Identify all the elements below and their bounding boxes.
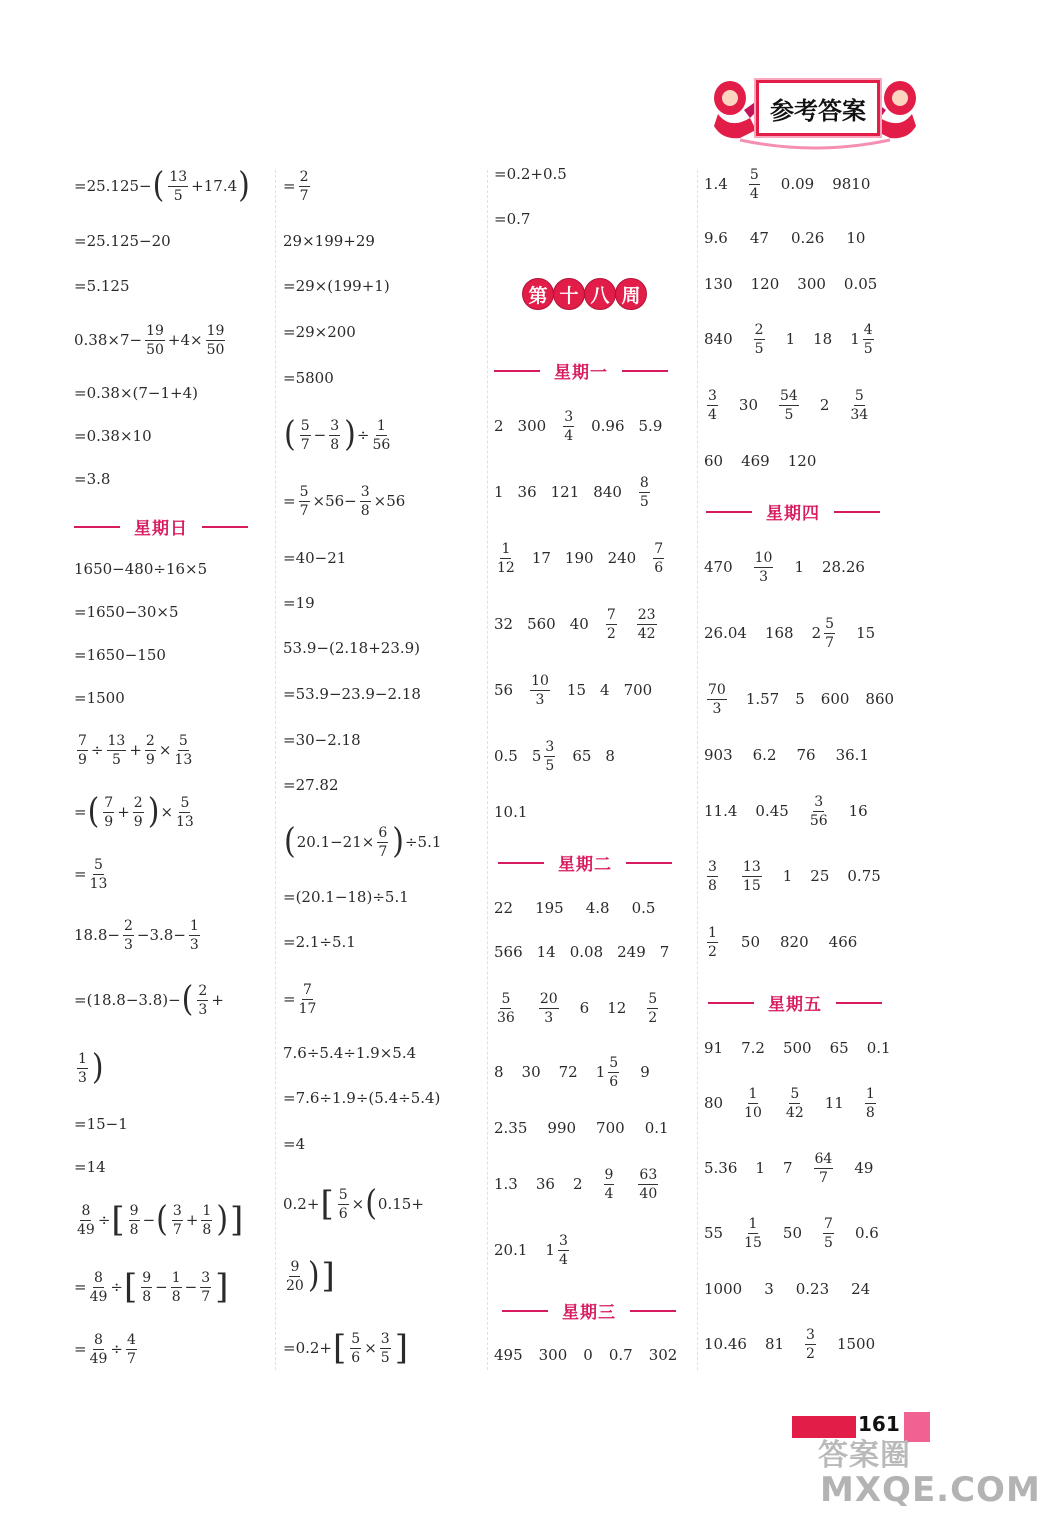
calc-line: =7.6÷1.9÷(5.4÷5.4)	[283, 1089, 441, 1107]
calc-line: =19	[283, 594, 315, 612]
answer-row: 55 $\frac{1}{15}$ 50 $\frac{7}{5}$ 0.6	[704, 1215, 879, 1251]
answer-row: 130 120 300 0.05	[704, 275, 878, 293]
answer-row: $\frac{5}{36}$ $\frac{20}{3}$ 6 12 $\frac{5}{2}$	[497, 990, 658, 1026]
answer-row: 56 $\frac{10}{3}$ 15 4 700	[494, 672, 653, 708]
calc-line: = $\frac{5}{7}$ ×56− $\frac{3}{8}$ ×56	[283, 483, 406, 519]
calc-line: =0.38×10	[74, 427, 152, 445]
calc-line: =40−21	[283, 549, 347, 567]
calc-line: = $\frac{7}{17}$	[283, 981, 317, 1017]
day-heading-friday: 星期五	[708, 990, 882, 1015]
watermark-logo: 答案圈	[818, 1438, 911, 1473]
answer-row: $\frac{1}{2}$ 50 820 466	[708, 924, 858, 960]
answer-row: 495 300 0 0.7 302	[494, 1346, 678, 1364]
answer-row: 22 195 4.8 0.5	[494, 899, 656, 917]
day-heading-tuesday: 星期二	[498, 850, 672, 875]
day-heading-monday: 星期一	[494, 358, 668, 383]
answer-row: 5.36 1 7 $\frac{64}{7}$ 49	[704, 1150, 874, 1186]
answer-row: 566 14 0.08 249 7	[494, 943, 670, 961]
calc-line: =29×(199+1)	[283, 277, 390, 295]
page-number: 161	[858, 1412, 900, 1436]
calc-line: = $\frac{2}{7}$	[283, 168, 309, 204]
answer-row: 903 6.2 76 36.1	[704, 746, 869, 764]
calc-line: 18.8− $\frac{2}{3}$ −3.8− $\frac{1}{3}$	[74, 917, 199, 953]
column-divider	[487, 170, 488, 1370]
calc-line: = $\frac{8}{49}$ ÷ $\frac{4}{7}$	[74, 1331, 136, 1367]
calc-line: =14	[74, 1158, 106, 1176]
calc-line: $\frac{1}{3}$ )	[78, 1047, 104, 1088]
calc-line: ( $\frac{5}{7}$ − $\frac{3}{8}$ ) ÷ $\frac{1}{56}$	[284, 414, 391, 455]
calc-line: =(20.1−18)÷5.1	[283, 888, 409, 906]
answer-row: 32 560 40 $\frac{7}{2}$ $\frac{23}{42}$	[494, 606, 656, 642]
answer-row: 1000 3 0.23 24	[704, 1280, 871, 1298]
answer-row: $\frac{1}{12}$ 17 190 240 $\frac{7}{6}$	[497, 540, 664, 576]
calc-line: $\frac{9}{20}$ ) ]	[286, 1255, 335, 1296]
calc-line: ( 20.1−21× $\frac{6}{7}$ ) ÷5.1	[284, 821, 442, 862]
calc-line: =0.38×(7−1+4)	[74, 384, 199, 402]
calc-line: 1650−480÷16×5	[74, 560, 208, 578]
week-title-badge: 第 十 八 周	[522, 278, 646, 310]
answer-row: 1.3 36 2 $\frac{9}{4}$ $\frac{63}{40}$	[494, 1166, 658, 1202]
answer-row: 80 $\frac{1}{10}$ $\frac{5}{42}$ 11 $\frac{1}{8}$	[704, 1085, 875, 1121]
calc-line: =30−2.18	[283, 731, 361, 749]
calc-line: =5.125	[74, 277, 130, 295]
answer-row: 10.46 81 $\frac{3}{2}$ 1500	[704, 1326, 876, 1362]
calc-line: =27.82	[283, 776, 339, 794]
answer-row: 60 469 120	[704, 452, 817, 470]
calc-line: =25.125− ( $\frac{13}{5}$ +17.4 )	[74, 165, 250, 206]
calc-line: =4	[283, 1135, 306, 1153]
calc-line: =1650−30×5	[74, 603, 179, 621]
calc-line: 53.9−(2.18+23.9)	[283, 639, 421, 657]
calc-line: =3.8	[74, 470, 111, 488]
calc-line: = ( $\frac{7}{9}$ + $\frac{2}{9}$ ) × $\frac{5}{13}$	[74, 791, 194, 832]
calc-line: 29×199+29	[283, 232, 375, 250]
answer-row: 2 300 $\frac{3}{4}$ 0.96 5.9	[494, 408, 663, 444]
calc-line: =5800	[283, 369, 334, 387]
answer-row: 26.04 168 2 $\frac{5}{7}$ 15	[704, 615, 876, 651]
calc-line: $\frac{7}{9}$ ÷ $\frac{13}{5}$ + $\frac{2}{9}$ × $\frac{5}{13}$	[78, 732, 193, 768]
calc-line: =2.1÷5.1	[283, 933, 356, 951]
watermark-url: MXQE.COM	[820, 1470, 1041, 1510]
day-heading-sunday: 星期日	[74, 514, 248, 539]
calc-line: = $\frac{5}{13}$	[74, 856, 108, 892]
answer-row: 91 7.2 500 65 0.1	[704, 1039, 891, 1057]
answer-row: 9.6 47 0.26 10	[704, 229, 866, 247]
calc-line: =15−1	[74, 1115, 128, 1133]
answer-row: 0.5 5 $\frac{3}{5}$ 65 8	[494, 738, 615, 774]
column-divider	[275, 170, 276, 1370]
calc-line: =29×200	[283, 323, 356, 341]
calc-line: 0.2+ [ $\frac{5}{6}$ × ( 0.15+	[283, 1183, 424, 1224]
calc-line: =1500	[74, 689, 125, 707]
calc-line: = $\frac{8}{49}$ ÷ [ $\frac{9}{8}$ − $\frac{1}{8}$ − $\frac{3}{7}$ ]	[74, 1267, 229, 1307]
answer-row: 1.4 $\frac{5}{4}$ 0.09 9810	[704, 166, 871, 202]
calc-line: =0.2+ [ $\frac{5}{6}$ × $\frac{3}{5}$ ]	[283, 1328, 408, 1368]
answer-row: $\frac{3}{4}$ 30 $\frac{54}{5}$ 2 $\frac{5}{34}$	[708, 387, 869, 423]
calc-line: =0.2+0.5	[494, 165, 567, 183]
calc-line: =25.125−20	[74, 232, 171, 250]
calc-line: =53.9−23.9−2.18	[283, 685, 421, 703]
day-heading-thursday: 星期四	[706, 499, 880, 524]
calc-line: 7.6÷5.4÷1.9×5.4	[283, 1044, 417, 1062]
column-divider	[697, 170, 698, 1370]
answer-row: 10.1	[494, 803, 528, 821]
answer-row: 840 $\frac{2}{5}$ 1 18 1 $\frac{4}{5}$	[704, 321, 873, 357]
answer-row: 2.35 990 700 0.1	[494, 1119, 669, 1137]
calc-line: $\frac{8}{49}$ ÷ [ $\frac{9}{8}$ − ( $\frac{3}{7}$ + $\frac{1}{8}$ ) ]	[77, 1199, 244, 1240]
calc-line: =1650−150	[74, 646, 166, 664]
header-title: 参考答案	[756, 80, 880, 136]
answer-row: 8 30 72 1 $\frac{5}{6}$ 9	[494, 1054, 650, 1090]
answer-row: 1 36 121 840 $\frac{8}{5}$	[494, 474, 649, 510]
fraction: $\frac{13}{5}$	[169, 168, 188, 204]
answer-row: $\frac{70}{3}$ 1.57 5 600 860	[708, 681, 895, 717]
calc-line: =0.7	[494, 210, 531, 228]
calc-line: 0.38×7− $\frac{19}{50}$ +4× $\frac{19}{50}$	[74, 322, 225, 358]
answer-row: 11.4 0.45 $\frac{3}{56}$ 16	[704, 793, 868, 829]
day-heading-wednesday: 星期三	[502, 1298, 676, 1323]
answer-row: 470 $\frac{10}{3}$ 1 28.26	[704, 549, 865, 585]
answer-row: $\frac{3}{8}$ $\frac{13}{15}$ 1 25 0.75	[708, 858, 881, 894]
calc-line: =(18.8−3.8)− ( $\frac{2}{3}$ +	[74, 979, 224, 1020]
answer-row: 20.1 1 $\frac{3}{4}$	[494, 1232, 568, 1268]
